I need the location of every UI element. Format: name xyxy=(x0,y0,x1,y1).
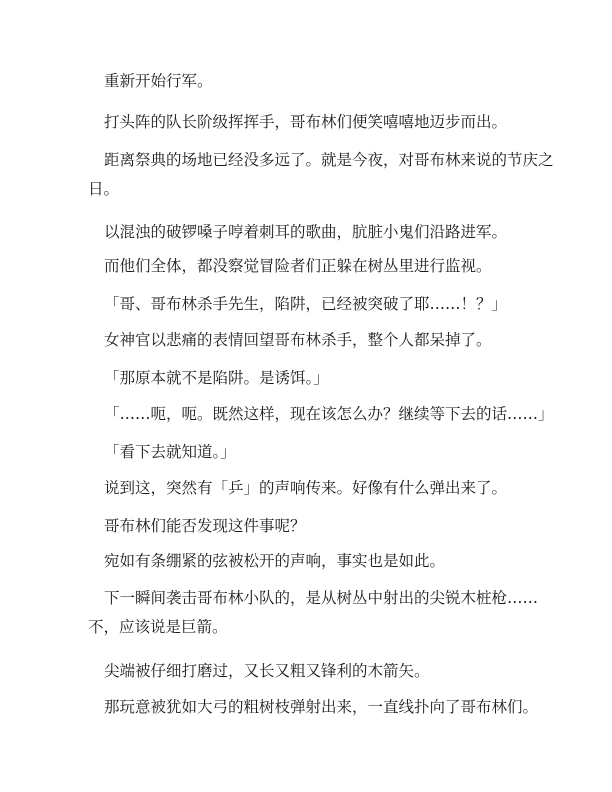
paragraph-10: 「看下去就知道。」 xyxy=(104,443,236,461)
paragraph-15: 尖端被仔细打磨过，又长又粗又锋利的木箭矢。 xyxy=(104,662,430,680)
paragraph-13: 宛如有条绷紧的弦被松开的声响，事实也是如此。 xyxy=(104,552,446,570)
paragraph-5: 而他们全体，都没察觉冒险者们正躲在树丛里进行监视。 xyxy=(104,257,492,275)
paragraph-2: 打头阵的队长阶级挥挥手，哥布林们便笑嘻嘻地迈步而出。 xyxy=(104,113,508,131)
paragraph-12: 哥布林们能否发现这件事呢？ xyxy=(104,517,306,535)
paragraph-1: 重新开始行军。 xyxy=(104,72,213,90)
paragraph-9: 「……呃，呃。既然这样，现在该怎么办？继续等下去的话……」 xyxy=(104,405,554,423)
paragraph-4: 以混浊的破锣嗓子哼着刺耳的歌曲，肮脏小鬼们沿路进军。 xyxy=(104,223,508,241)
paragraph-11: 说到这，突然有「乒」的声响传来。好像有什么弹出来了。 xyxy=(104,479,508,497)
paragraph-3: 距离祭典的场地已经没多远了。就是今夜，对哥布林来说的节庆之日。 xyxy=(88,151,554,198)
paragraph-16: 那玩意被犹如大弓的粗树枝弹射出来，一直线扑向了哥布林们。 xyxy=(104,698,539,716)
paragraph-6: 「哥、哥布林杀手先生，陷阱，已经被突破了耶……！？」 xyxy=(104,295,508,313)
paragraph-7: 女神官以悲痛的表情回望哥布林杀手，整个人都呆掉了。 xyxy=(104,331,492,349)
paragraph-8: 「那原本就不是陷阱。是诱饵。」 xyxy=(104,369,329,387)
paragraph-14: 下一瞬间袭击哥布林小队的，是从树丛中射出的尖锐木桩枪……不，应该说是巨箭。 xyxy=(88,589,539,636)
